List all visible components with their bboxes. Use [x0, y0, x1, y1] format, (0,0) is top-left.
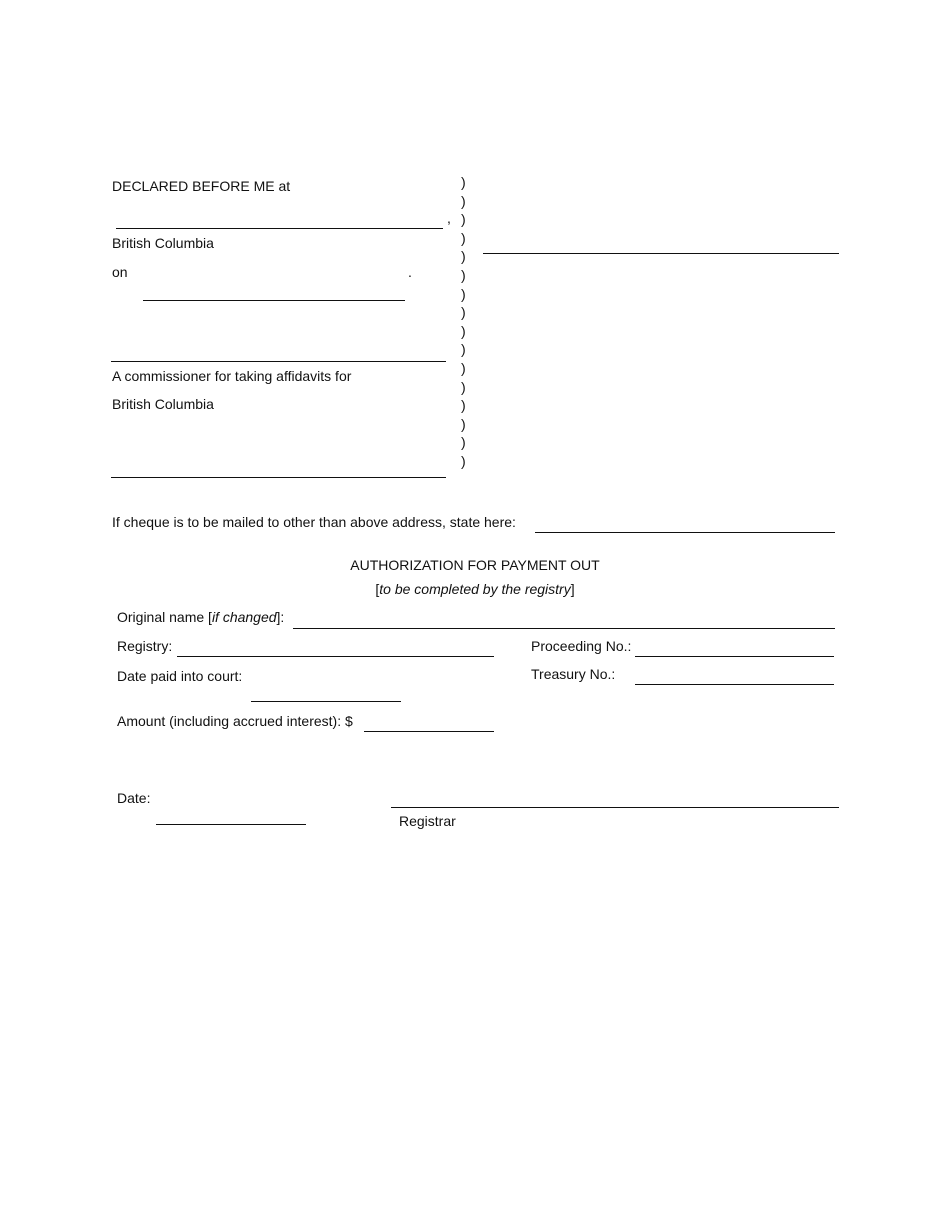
deponent-signature-line [483, 253, 839, 254]
proceeding-number-label: Proceeding No.: [531, 638, 632, 654]
bracket-mark: ) [461, 415, 466, 432]
registrar-signature-field[interactable] [391, 789, 839, 807]
registrar-signature-line [391, 807, 839, 808]
registry-label: Registry: [117, 638, 173, 654]
bracket-mark: ) [461, 285, 466, 302]
subtitle-italic: to be completed by the registry [379, 581, 571, 597]
authorization-title: AUTHORIZATION FOR PAYMENT OUT [350, 557, 600, 573]
amount-field[interactable] [364, 713, 494, 731]
bracket-mark: ) [461, 192, 466, 209]
registrar-label: Registrar [399, 813, 456, 829]
declaration-date-line-field[interactable] [143, 282, 405, 300]
subtitle-open-bracket: [ [375, 581, 380, 597]
mailing-address-label: If cheque is to be mailed to other than above address, state here: [112, 514, 516, 530]
amount-line [364, 731, 494, 732]
bracket-mark: ) [461, 397, 466, 414]
bracket-mark: ) [461, 304, 466, 321]
declared-before-me-label: DECLARED BEFORE ME at [112, 178, 291, 194]
place-line [116, 228, 443, 229]
mailing-address-line [535, 532, 835, 533]
treasury-number-label: Treasury No.: [531, 666, 616, 682]
date-label: Date: [117, 790, 151, 806]
commissioner-signature-field[interactable] [111, 343, 446, 361]
commissioner-signature-line [111, 361, 446, 362]
bracket-mark: ) [461, 229, 466, 246]
period-mark: . [408, 264, 412, 280]
on-label: on [112, 264, 128, 280]
registry-field[interactable] [177, 638, 494, 656]
place-field[interactable] [116, 210, 443, 228]
original-name-label [117, 610, 284, 624]
original-name-line [293, 628, 835, 629]
commissioner-label: A commissioner for taking affidavits for [112, 368, 352, 384]
original-name-field[interactable] [293, 610, 835, 628]
bracket-mark: ) [461, 359, 466, 376]
original-name-italic: if changed [211, 609, 277, 625]
commissioner-name-field[interactable] [111, 459, 446, 477]
bracket-mark: ) [461, 266, 466, 283]
declaration-date-line [143, 300, 405, 301]
treasury-number-field[interactable] [635, 666, 834, 684]
date-paid-field[interactable] [251, 683, 401, 701]
bracket-mark: ) [461, 378, 466, 395]
commissioner-name-line [111, 477, 446, 478]
bracket-mark: ) [461, 174, 466, 190]
date-paid-label: Date paid into court: [117, 668, 243, 684]
treasury-number-line [635, 684, 834, 685]
original-name-suffix: ]: [276, 609, 285, 625]
amount-label: Amount (including accrued interest): $ [117, 713, 353, 729]
original-name-prefix: Original name [ [117, 609, 212, 625]
bracket-mark: ) [461, 434, 466, 451]
bracket-mark: ) [461, 452, 466, 469]
bracket-mark: ) [461, 248, 466, 265]
subtitle-close-bracket: ] [570, 581, 575, 597]
date-field[interactable] [156, 806, 306, 824]
registry-line [177, 656, 494, 657]
proceeding-number-line [635, 656, 834, 657]
british-columbia-label-2: British Columbia [112, 396, 214, 412]
date-paid-line [251, 701, 401, 702]
date-line [156, 824, 306, 825]
bracket-mark: ) [461, 322, 466, 339]
bracket-mark: ) [461, 341, 466, 358]
british-columbia-label: British Columbia [112, 235, 214, 251]
comma-mark: , [447, 210, 451, 226]
mailing-address-field[interactable] [535, 514, 835, 532]
proceeding-number-field[interactable] [635, 638, 834, 656]
declaration-date-field[interactable] [135, 262, 405, 280]
bracket-mark: ) [461, 211, 466, 228]
deponent-signature-field[interactable] [483, 235, 839, 253]
bracket-column [461, 173, 473, 471]
authorization-subtitle [0, 582, 950, 596]
